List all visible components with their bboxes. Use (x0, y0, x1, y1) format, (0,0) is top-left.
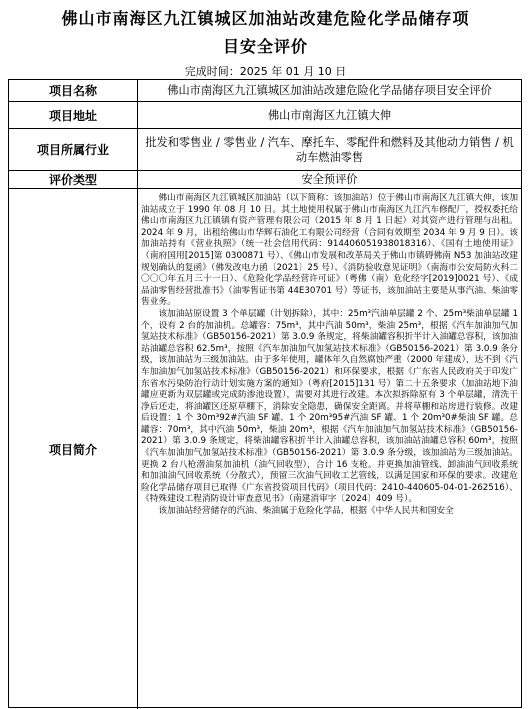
value-project-name: 佛山市南海区九江镇城区加油站改建危险化学品储存项目安全评价 (167, 84, 492, 97)
value-industry: 批发和零售业 / 零售业 / 汽车、摩托车、零配件和燃料及其他动力销售 / 机动车燃油零售 (145, 135, 514, 164)
completion-date: 完成时间：2025 年 01 月 10 日 (184, 65, 347, 78)
label-industry: 项目所属行业 (9, 129, 138, 170)
intro-paragraph-1: 佛山市南海区九江镇城区加油站（以下简称：该加油站）位于佛山市南海区九江镇大伸，该加油站成立于 1990 年 08 月 10 日。其土地使用权属于佛山市南海区九江汽车修配厂，授权委托给佛山市南海区九江镇镇有资产管理有限公司（2015 年 8 月 1 日起）对其资产进行管理与出租。2024 年 9 月，出租给佛山市华辉石油化工有限公司经营（合同有效期至 2034 年 9 月 9 日）。该加油站持有《营业执照》（统一社会信用代码：914406051938018316）、《国有土地使用证》（南府国用[2015]第 0300871 号）、《佛山市发展和改革局关于佛山市镇碍佛南 N53 加油站改建规划确认的复函》（佛发改电力函〔2021〕25 号）、《消防验收意见证明》（南海市公安局防火科二〇〇〇年五月三十一日）、《危险化学品经营许可证》（粤佛（南）危化经字[2019]0021 号）、《成品油零售经营批准书》（油零售证书第 44E30701 号）等证书，该加油站主要是从事汽油、柴油零售业务。 (141, 193, 518, 308)
value-eval-type: 安全预评价 (301, 173, 358, 186)
label-project-name: 项目名称 (9, 80, 138, 101)
label-eval-type: 评价类型 (9, 171, 138, 188)
row-industry (9, 129, 521, 171)
value-project-address: 佛山市南海区九江镇大伸 (267, 108, 392, 122)
document-title-line-1: 佛山市南海区九江镇城区加油站改建危险化学品储存项 (61, 9, 470, 28)
label-project-address: 项目地址 (9, 102, 138, 128)
row-project-name (9, 80, 521, 102)
project-intro-text (141, 193, 518, 709)
row-project-address (9, 102, 521, 129)
intro-paragraph-3: 该加油站经营储存的汽油、柴油属于危险化学品，根据《中华人民共和国安全 (158, 506, 454, 517)
row-eval-type (9, 171, 521, 189)
project-info-table (8, 79, 522, 708)
intro-paragraph-2: 该加油站原设置 3 个单层罐（计划拆除），其中：25m³汽油单层罐 2 个、25m³柴油单层罐 1 个，设有 2 台的加油机。总罐容：75m³，其中汽油 50m³，柴油 25m³，根据《汽车加油加气加氢站技术标准》（GB50156-2021）第 3.0.9 条规定，将柴油罐容积折半计入油罐总容积，该加油站油罐总容积 62.5m³，按照《汽车加油加气加氢站技术标准》（GB50156-2021）第 3.0.9 条分级，该加油站为三级加油站。由于多年使用，罐体年久自然腐蚀严重（2000 年建成），达不到《汽车加油加气加氢站技术标准》（GB50156-2021）和环保要求，根据《广东省人民政府关于印发广东省水污染防治行动计划实施方案的通知》（粤府[2015]131 号）第二十五条要求（加油站地下油罐应更新为双层罐或完成防渗池设置），需要对其进行改建。本次拟拆除原有 3 个单层罐，清洗干净后还走，将油罐区还原草棚下，消除安全隐患，确保安全距离。并将草棚和站房进行装修。改建后设置：1 个 30m³92#汽油 SF 罐、1 个 20m³95#汽油 SF 罐、1 个 20m³0#柴油 SF 罐。总罐容：70m³，其中汽油 50m³，柴油 20m³，根据《汽车加油加气加氢站技术标准》（GB50156-2021）第 3.0.9 条规定，将柴油罐容积折半计入油罐总容积，该加油站油罐总容积 60m³，按照《汽车加油加气加氢站技术标准》（GB50156-2021）第 3.0.9 条分级，该加油站为三级加油站。更换 2 台八枪潜油泵加油机（油气回收型），合计 16 支枪。并更换加油管线、卸油油气回收系统和加油油气回收系统（分散式），预留三次油气回收工艺管线，以满足国家和环保的要求。改建危险化学品储存项目已取得《广东省投资项目代码》（项目代码：2410-440605-04-01-262516）、《特殊建设工程消防设计审查意见书》（南建消审字〔2024〕409 号）。 (141, 308, 518, 505)
label-project-intro: 项目简介 (9, 189, 138, 709)
document-title-line-2: 目安全评价 (222, 37, 308, 56)
row-project-intro (9, 189, 521, 709)
